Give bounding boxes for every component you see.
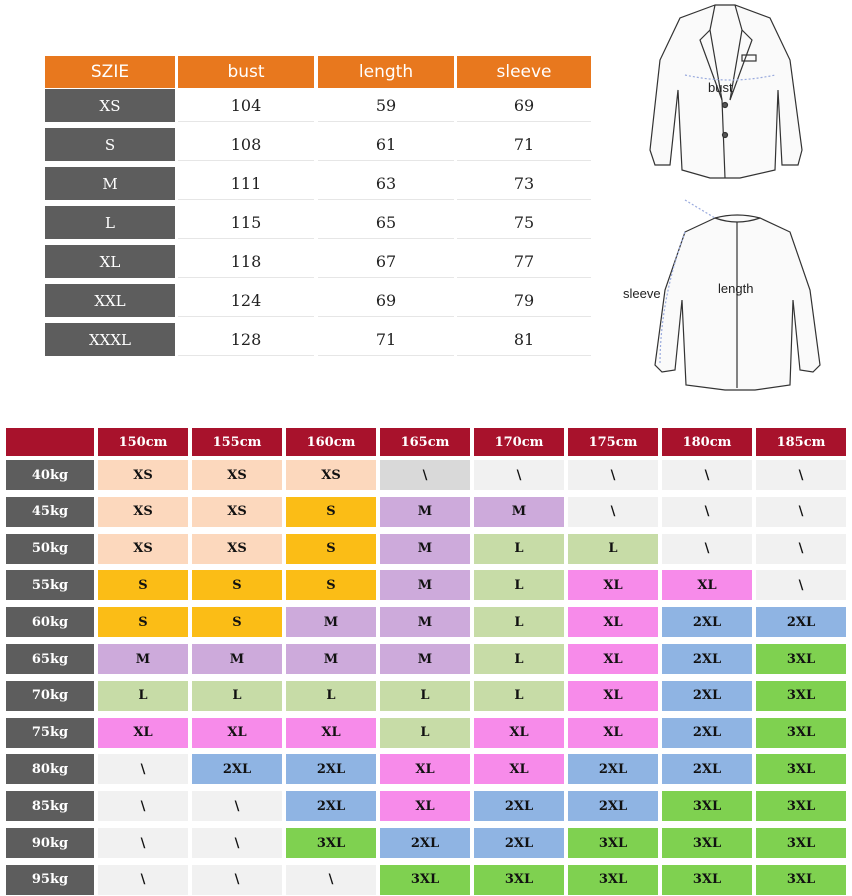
grid-weight-label: 85kg xyxy=(6,791,94,821)
bust-label: bust xyxy=(708,80,733,95)
grid-size-cell: L xyxy=(192,681,282,711)
grid-size-cell: M xyxy=(98,644,188,674)
grid-size-cell: \ xyxy=(98,828,188,858)
grid-size-cell: L xyxy=(380,718,470,748)
size-table-size-cell: XXL xyxy=(45,284,175,317)
grid-size-cell: 3XL xyxy=(756,828,846,858)
size-table-bust-cell: 104 xyxy=(178,89,314,122)
grid-size-cell: 3XL xyxy=(286,828,376,858)
grid-size-cell: XL xyxy=(286,718,376,748)
size-table-length-cell: 61 xyxy=(318,128,454,161)
grid-size-cell: L xyxy=(474,681,564,711)
grid-size-cell: XL xyxy=(474,718,564,748)
grid-size-cell: \ xyxy=(756,460,846,490)
grid-size-cell: \ xyxy=(662,460,752,490)
grid-size-cell: 2XL xyxy=(662,607,752,637)
grid-size-cell: \ xyxy=(474,460,564,490)
grid-weight-label: 75kg xyxy=(6,718,94,748)
grid-size-cell: 2XL xyxy=(662,644,752,674)
grid-corner xyxy=(6,428,94,456)
grid-size-cell: \ xyxy=(286,865,376,895)
size-table-size-cell: M xyxy=(45,167,175,200)
grid-size-cell: 3XL xyxy=(568,865,658,895)
grid-size-cell: M xyxy=(192,644,282,674)
grid-height-header: 165cm xyxy=(380,428,470,456)
grid-size-cell: XS xyxy=(98,534,188,564)
size-table-header-size: SZIE xyxy=(45,56,175,88)
size-table-length-cell: 65 xyxy=(318,206,454,239)
grid-size-cell: 3XL xyxy=(662,791,752,821)
grid-weight-label: 40kg xyxy=(6,460,94,490)
grid-height-header: 150cm xyxy=(98,428,188,456)
grid-height-header: 175cm xyxy=(568,428,658,456)
grid-size-cell: S xyxy=(286,570,376,600)
grid-size-cell: L xyxy=(98,681,188,711)
grid-size-cell: XL xyxy=(662,570,752,600)
grid-size-cell: \ xyxy=(98,791,188,821)
grid-size-cell: XL xyxy=(568,681,658,711)
size-table-size-cell: XS xyxy=(45,89,175,122)
grid-weight-label: 70kg xyxy=(6,681,94,711)
grid-size-cell: \ xyxy=(98,754,188,784)
size-table-bust-cell: 115 xyxy=(178,206,314,239)
grid-size-cell: 2XL xyxy=(756,607,846,637)
grid-size-cell: XL xyxy=(474,754,564,784)
size-table-length-cell: 69 xyxy=(318,284,454,317)
grid-size-cell: 2XL xyxy=(286,754,376,784)
grid-size-cell: 2XL xyxy=(568,754,658,784)
grid-size-cell: \ xyxy=(662,534,752,564)
grid-size-cell: S xyxy=(286,534,376,564)
size-table-bust-cell: 111 xyxy=(178,167,314,200)
grid-size-cell: 2XL xyxy=(662,718,752,748)
size-table-bust-cell: 108 xyxy=(178,128,314,161)
size-table-sleeve-cell: 71 xyxy=(457,128,591,161)
grid-size-cell: XS xyxy=(98,497,188,527)
grid-size-cell: 3XL xyxy=(568,828,658,858)
grid-size-cell: 2XL xyxy=(380,828,470,858)
size-table-length-cell: 67 xyxy=(318,245,454,278)
grid-size-cell: 3XL xyxy=(756,791,846,821)
grid-size-cell: L xyxy=(474,570,564,600)
grid-size-cell: \ xyxy=(98,865,188,895)
grid-weight-label: 65kg xyxy=(6,644,94,674)
size-table-size-cell: S xyxy=(45,128,175,161)
grid-weight-label: 90kg xyxy=(6,828,94,858)
size-table-header-bust: bust xyxy=(178,56,314,88)
grid-size-cell: XS xyxy=(98,460,188,490)
size-table-size-cell: XXXL xyxy=(45,323,175,356)
grid-size-cell: L xyxy=(474,644,564,674)
grid-size-cell: 3XL xyxy=(756,865,846,895)
grid-size-cell: \ xyxy=(662,497,752,527)
grid-size-cell: M xyxy=(286,607,376,637)
grid-size-cell: L xyxy=(474,607,564,637)
size-table-bust-cell: 118 xyxy=(178,245,314,278)
length-label: length xyxy=(718,281,754,296)
grid-size-cell: XS xyxy=(192,534,282,564)
grid-size-cell: 2XL xyxy=(662,754,752,784)
grid-size-cell: XS xyxy=(192,460,282,490)
grid-weight-label: 45kg xyxy=(6,497,94,527)
grid-size-cell: XL xyxy=(568,644,658,674)
grid-size-cell: 3XL xyxy=(662,828,752,858)
grid-size-cell: \ xyxy=(192,828,282,858)
grid-size-cell: 2XL xyxy=(474,828,564,858)
size-table-bust-cell: 128 xyxy=(178,323,314,356)
grid-size-cell: S xyxy=(192,570,282,600)
grid-size-cell: XL xyxy=(568,607,658,637)
grid-size-cell: L xyxy=(568,534,658,564)
grid-size-cell: 3XL xyxy=(380,865,470,895)
grid-size-cell: M xyxy=(380,607,470,637)
grid-size-cell: M xyxy=(380,570,470,600)
grid-size-cell: S xyxy=(98,570,188,600)
grid-height-header: 155cm xyxy=(192,428,282,456)
grid-size-cell: M xyxy=(474,497,564,527)
size-table-header-sleeve: sleeve xyxy=(457,56,591,88)
grid-size-cell: M xyxy=(380,497,470,527)
size-table-length-cell: 59 xyxy=(318,89,454,122)
grid-size-cell: \ xyxy=(192,865,282,895)
grid-size-cell: 2XL xyxy=(474,791,564,821)
grid-weight-label: 60kg xyxy=(6,607,94,637)
grid-size-cell: S xyxy=(192,607,282,637)
grid-size-cell: 3XL xyxy=(756,644,846,674)
grid-size-cell: \ xyxy=(756,534,846,564)
grid-size-cell: M xyxy=(380,534,470,564)
grid-size-cell: \ xyxy=(568,460,658,490)
jacket-diagram xyxy=(623,0,850,395)
size-table-sleeve-cell: 75 xyxy=(457,206,591,239)
size-table-sleeve-cell: 69 xyxy=(457,89,591,122)
grid-size-cell: 3XL xyxy=(662,865,752,895)
grid-size-cell: \ xyxy=(756,497,846,527)
grid-size-cell: 3XL xyxy=(756,681,846,711)
size-table-sleeve-cell: 77 xyxy=(457,245,591,278)
grid-height-header: 170cm xyxy=(474,428,564,456)
size-table-size-cell: L xyxy=(45,206,175,239)
size-table-sleeve-cell: 81 xyxy=(457,323,591,356)
grid-size-cell: 2XL xyxy=(192,754,282,784)
size-table-size-cell: XL xyxy=(45,245,175,278)
grid-weight-label: 55kg xyxy=(6,570,94,600)
grid-size-cell: XL xyxy=(192,718,282,748)
size-table-length-cell: 63 xyxy=(318,167,454,200)
grid-size-cell: L xyxy=(474,534,564,564)
size-table-header-length: length xyxy=(318,56,454,88)
grid-size-cell: M xyxy=(286,644,376,674)
grid-size-cell: \ xyxy=(568,497,658,527)
grid-size-cell: XL xyxy=(98,718,188,748)
grid-size-cell: XS xyxy=(192,497,282,527)
grid-size-cell: XL xyxy=(380,791,470,821)
size-table-bust-cell: 124 xyxy=(178,284,314,317)
grid-size-cell: 3XL xyxy=(474,865,564,895)
size-table-sleeve-cell: 73 xyxy=(457,167,591,200)
grid-size-cell: XL xyxy=(568,570,658,600)
grid-size-cell: 2XL xyxy=(662,681,752,711)
grid-height-header: 180cm xyxy=(662,428,752,456)
grid-size-cell: 2XL xyxy=(568,791,658,821)
grid-weight-label: 95kg xyxy=(6,865,94,895)
grid-size-cell: \ xyxy=(756,570,846,600)
grid-size-cell: XL xyxy=(380,754,470,784)
size-table-length-cell: 71 xyxy=(318,323,454,356)
grid-height-header: 185cm xyxy=(756,428,846,456)
grid-size-cell: 3XL xyxy=(756,718,846,748)
grid-size-cell: \ xyxy=(380,460,470,490)
grid-size-cell: 3XL xyxy=(756,754,846,784)
grid-size-cell: XS xyxy=(286,460,376,490)
grid-size-cell: M xyxy=(380,644,470,674)
size-table-sleeve-cell: 79 xyxy=(457,284,591,317)
grid-weight-label: 50kg xyxy=(6,534,94,564)
grid-size-cell: S xyxy=(286,497,376,527)
grid-size-cell: \ xyxy=(192,791,282,821)
grid-size-cell: 2XL xyxy=(286,791,376,821)
grid-size-cell: L xyxy=(286,681,376,711)
grid-height-header: 160cm xyxy=(286,428,376,456)
grid-size-cell: L xyxy=(380,681,470,711)
sleeve-label: sleeve xyxy=(623,286,661,301)
grid-weight-label: 80kg xyxy=(6,754,94,784)
grid-size-cell: S xyxy=(98,607,188,637)
grid-size-cell: XL xyxy=(568,718,658,748)
